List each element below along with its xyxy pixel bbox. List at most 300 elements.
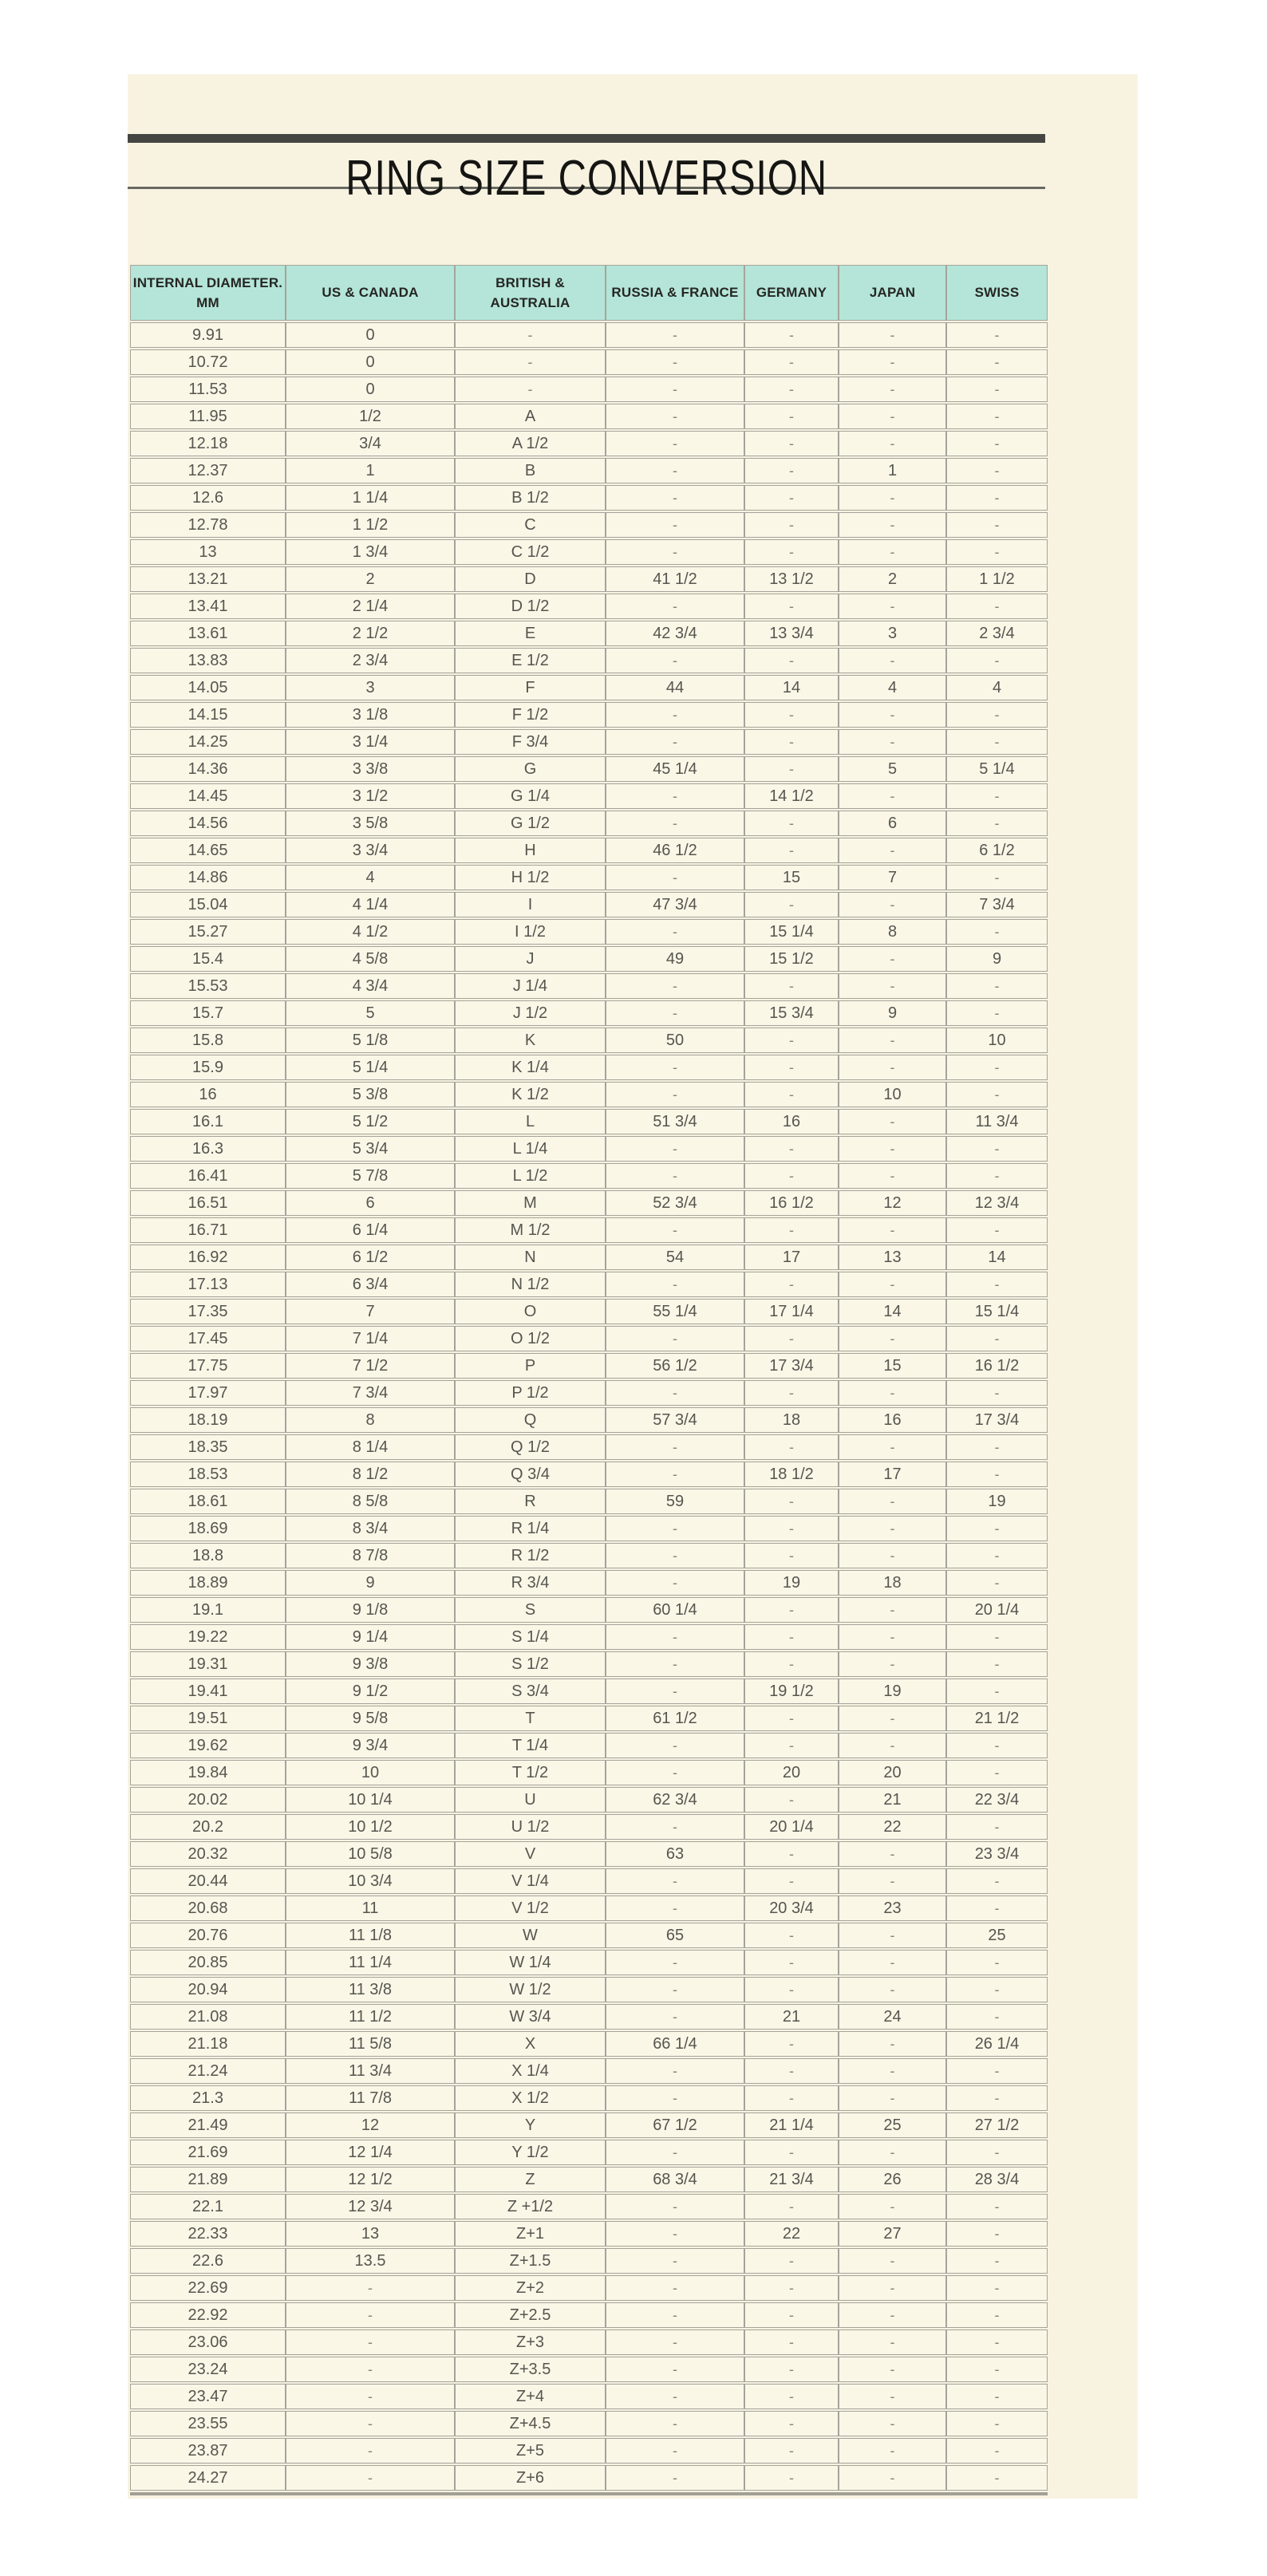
cell: L 1/4 bbox=[455, 1136, 606, 1162]
cell: - bbox=[606, 1326, 744, 1351]
cell: 23.87 bbox=[130, 2438, 286, 2464]
cell: 6 bbox=[839, 811, 946, 836]
cell: 20.02 bbox=[130, 1787, 286, 1813]
table-row bbox=[130, 2411, 1048, 2436]
cell: 3 3/4 bbox=[286, 838, 455, 863]
cell: 19.22 bbox=[130, 1624, 286, 1650]
cell: 15 3/4 bbox=[744, 1000, 839, 1026]
cell: - bbox=[946, 1733, 1048, 1758]
cell: - bbox=[839, 2248, 946, 2274]
cell: - bbox=[946, 431, 1048, 456]
cell: 9.91 bbox=[130, 322, 286, 348]
cell: 20 3/4 bbox=[744, 1896, 839, 1921]
cell: 18.69 bbox=[130, 1516, 286, 1541]
table-row bbox=[130, 1299, 1048, 1324]
cell: 9 bbox=[946, 946, 1048, 972]
cell: L bbox=[455, 1109, 606, 1134]
cell: - bbox=[606, 485, 744, 511]
table-row bbox=[130, 2357, 1048, 2382]
table-row bbox=[130, 919, 1048, 945]
cell: - bbox=[839, 322, 946, 348]
cell: 14.25 bbox=[130, 729, 286, 755]
cell: 10 3/4 bbox=[286, 1868, 455, 1894]
cell: 1 1/4 bbox=[286, 485, 455, 511]
cell: Z+3.5 bbox=[455, 2357, 606, 2382]
cell: 15 1/4 bbox=[744, 919, 839, 945]
table-row bbox=[130, 838, 1048, 863]
cell: E bbox=[455, 621, 606, 646]
cell: 1 1/2 bbox=[946, 566, 1048, 592]
cell: 57 3/4 bbox=[606, 1407, 744, 1433]
cell: 5 1/4 bbox=[286, 1055, 455, 1080]
cell: 66 1/4 bbox=[606, 2031, 744, 2057]
cell: - bbox=[946, 2302, 1048, 2328]
cell: F bbox=[455, 675, 606, 700]
cell: 1 bbox=[286, 458, 455, 483]
table-row bbox=[130, 811, 1048, 836]
cell: - bbox=[606, 2275, 744, 2301]
cell: - bbox=[744, 1706, 839, 1731]
cell: 11 1/4 bbox=[286, 1950, 455, 1975]
cell: 9 5/8 bbox=[286, 1706, 455, 1731]
cell: 16 1/2 bbox=[744, 1190, 839, 1216]
cell: 19 bbox=[744, 1570, 839, 1596]
cell: - bbox=[606, 729, 744, 755]
cell: 15.4 bbox=[130, 946, 286, 972]
table-row bbox=[130, 1841, 1048, 1867]
cell: 14 bbox=[946, 1245, 1048, 1270]
cell: - bbox=[286, 2465, 455, 2491]
table-row bbox=[130, 2167, 1048, 2192]
cell: - bbox=[839, 1977, 946, 2002]
cell: 1 1/2 bbox=[286, 512, 455, 538]
cell: Z+6 bbox=[455, 2465, 606, 2491]
cell: 17.35 bbox=[130, 1299, 286, 1324]
cell: - bbox=[744, 729, 839, 755]
table-row bbox=[130, 1109, 1048, 1134]
cell: 22 bbox=[744, 2221, 839, 2247]
title-row bbox=[128, 151, 1045, 206]
cell: - bbox=[946, 1868, 1048, 1894]
cell: 17.75 bbox=[130, 1353, 286, 1379]
table-row bbox=[130, 1272, 1048, 1297]
cell: 4 bbox=[286, 865, 455, 890]
table-row bbox=[130, 1516, 1048, 1541]
cell: 1 3/4 bbox=[286, 539, 455, 565]
cell: - bbox=[946, 1000, 1048, 1026]
cell: - bbox=[606, 1977, 744, 2002]
cell: - bbox=[839, 2465, 946, 2491]
cell: - bbox=[744, 2465, 839, 2491]
table-row bbox=[130, 2438, 1048, 2464]
table-row bbox=[130, 1245, 1048, 1270]
cell: 44 bbox=[606, 675, 744, 700]
cell: - bbox=[839, 2140, 946, 2165]
cell: - bbox=[946, 2329, 1048, 2355]
cell: 22.92 bbox=[130, 2302, 286, 2328]
cell: - bbox=[946, 2221, 1048, 2247]
cell: 8 3/4 bbox=[286, 1516, 455, 1541]
cell: 19 bbox=[946, 1489, 1048, 1514]
cell: - bbox=[946, 1434, 1048, 1460]
cell: X 1/2 bbox=[455, 2085, 606, 2111]
cell: N 1/2 bbox=[455, 1272, 606, 1297]
cell: - bbox=[839, 648, 946, 673]
cell: - bbox=[946, 2248, 1048, 2274]
cell: - bbox=[946, 865, 1048, 890]
column-header-4: GERMANY bbox=[744, 265, 839, 321]
cell: - bbox=[606, 2058, 744, 2084]
cell: K 1/4 bbox=[455, 1055, 606, 1080]
table-row bbox=[130, 2329, 1048, 2355]
cell: C bbox=[455, 512, 606, 538]
cell: 19 bbox=[839, 1679, 946, 1704]
cell: R bbox=[455, 1489, 606, 1514]
cell: 13 3/4 bbox=[744, 621, 839, 646]
cell: 16.41 bbox=[130, 1163, 286, 1189]
cell: - bbox=[744, 1163, 839, 1189]
cell: - bbox=[946, 2411, 1048, 2436]
cell: 16.71 bbox=[130, 1217, 286, 1243]
cell: - bbox=[839, 1624, 946, 1650]
cell: - bbox=[606, 1055, 744, 1080]
cell: - bbox=[286, 2357, 455, 2382]
column-header-3: RUSSIA & FRANCE bbox=[606, 265, 744, 321]
cell: - bbox=[606, 2329, 744, 2355]
cell: - bbox=[606, 1543, 744, 1568]
cell: 5 1/2 bbox=[286, 1109, 455, 1134]
cell: 13 bbox=[839, 1245, 946, 1270]
cell: Q 1/2 bbox=[455, 1434, 606, 1460]
cell: - bbox=[744, 2275, 839, 2301]
cell: - bbox=[946, 485, 1048, 511]
cell: 17 bbox=[839, 1462, 946, 1487]
cell: 21.18 bbox=[130, 2031, 286, 2057]
cell: - bbox=[606, 1760, 744, 1785]
cell: - bbox=[744, 973, 839, 999]
cell: 13.83 bbox=[130, 648, 286, 673]
cell: - bbox=[946, 1760, 1048, 1785]
table-row bbox=[130, 1787, 1048, 1813]
cell: - bbox=[286, 2329, 455, 2355]
cell: 18.19 bbox=[130, 1407, 286, 1433]
cell: - bbox=[744, 1977, 839, 2002]
cell: V 1/4 bbox=[455, 1868, 606, 1894]
table-row bbox=[130, 1000, 1048, 1026]
cell: F 1/2 bbox=[455, 702, 606, 728]
cell: - bbox=[606, 2465, 744, 2491]
cell: 17 1/4 bbox=[744, 1299, 839, 1324]
cell: 22.6 bbox=[130, 2248, 286, 2274]
cell: - bbox=[839, 1434, 946, 1460]
cell: - bbox=[744, 377, 839, 402]
cell: - bbox=[744, 2140, 839, 2165]
cell: - bbox=[744, 2384, 839, 2409]
cell: - bbox=[606, 431, 744, 456]
cell: 7 bbox=[286, 1299, 455, 1324]
table-row bbox=[130, 431, 1048, 456]
cell: - bbox=[606, 1516, 744, 1541]
cell: - bbox=[744, 1055, 839, 1080]
cell: 20.44 bbox=[130, 1868, 286, 1894]
cell: - bbox=[606, 1624, 744, 1650]
cell: - bbox=[839, 1733, 946, 1758]
cell: - bbox=[744, 1082, 839, 1107]
table-row bbox=[130, 1624, 1048, 1650]
table-row bbox=[130, 2031, 1048, 2057]
cell: - bbox=[839, 485, 946, 511]
cell: - bbox=[946, 1082, 1048, 1107]
cell: 19.1 bbox=[130, 1597, 286, 1623]
table-row bbox=[130, 729, 1048, 755]
cell: - bbox=[839, 1651, 946, 1677]
cell: - bbox=[839, 1489, 946, 1514]
table-row bbox=[130, 1923, 1048, 1948]
cell: - bbox=[946, 2140, 1048, 2165]
cell: - bbox=[606, 458, 744, 483]
table-row bbox=[130, 675, 1048, 700]
cell: - bbox=[839, 1380, 946, 1406]
cell: - bbox=[946, 512, 1048, 538]
cell: - bbox=[744, 2411, 839, 2436]
cell: Z bbox=[455, 2167, 606, 2192]
cell: 20.76 bbox=[130, 1923, 286, 1948]
cell: O 1/2 bbox=[455, 1326, 606, 1351]
cell: - bbox=[606, 2194, 744, 2219]
cell: - bbox=[744, 458, 839, 483]
cell: 0 bbox=[286, 377, 455, 402]
cell: J bbox=[455, 946, 606, 972]
table-row bbox=[130, 322, 1048, 348]
cell: 22 bbox=[839, 1814, 946, 1840]
cell: 18 bbox=[744, 1407, 839, 1433]
cell: - bbox=[606, 2411, 744, 2436]
cell: - bbox=[744, 1950, 839, 1975]
cell: - bbox=[744, 512, 839, 538]
table-row bbox=[130, 2465, 1048, 2491]
cell: 7 bbox=[839, 865, 946, 890]
cell: 4 1/2 bbox=[286, 919, 455, 945]
cell: 15 bbox=[744, 865, 839, 890]
table-row bbox=[130, 1651, 1048, 1677]
cell: - bbox=[839, 2194, 946, 2219]
cell: W 1/2 bbox=[455, 1977, 606, 2002]
cell: 15 1/2 bbox=[744, 946, 839, 972]
cell: Z+1.5 bbox=[455, 2248, 606, 2274]
cell: - bbox=[455, 322, 606, 348]
cell: - bbox=[946, 1326, 1048, 1351]
table-row bbox=[130, 973, 1048, 999]
cell: 13.21 bbox=[130, 566, 286, 592]
cell: S 1/4 bbox=[455, 1624, 606, 1650]
cell: - bbox=[606, 1462, 744, 1487]
cell: - bbox=[606, 1272, 744, 1297]
cell: - bbox=[455, 349, 606, 375]
cell: 2 3/4 bbox=[946, 621, 1048, 646]
cell: - bbox=[839, 973, 946, 999]
cell: - bbox=[946, 1163, 1048, 1189]
cell: - bbox=[839, 2302, 946, 2328]
cell: K 1/2 bbox=[455, 1082, 606, 1107]
cell: S 1/2 bbox=[455, 1651, 606, 1677]
cell: 23.06 bbox=[130, 2329, 286, 2355]
cell: 20.2 bbox=[130, 1814, 286, 1840]
cell: 15.7 bbox=[130, 1000, 286, 1026]
cell: - bbox=[946, 2058, 1048, 2084]
cell: 8 7/8 bbox=[286, 1543, 455, 1568]
cell: - bbox=[744, 756, 839, 782]
cell: 18.53 bbox=[130, 1462, 286, 1487]
table-row bbox=[130, 2085, 1048, 2111]
cell: - bbox=[946, 1272, 1048, 1297]
cell: - bbox=[606, 1868, 744, 1894]
cell: U 1/2 bbox=[455, 1814, 606, 1840]
table-row bbox=[130, 1570, 1048, 1596]
cell: 16.51 bbox=[130, 1190, 286, 1216]
cell: R 1/4 bbox=[455, 1516, 606, 1541]
cell: 14.56 bbox=[130, 811, 286, 836]
cell: - bbox=[606, 349, 744, 375]
cell: Z +1/2 bbox=[455, 2194, 606, 2219]
cell: - bbox=[946, 1624, 1048, 1650]
cell: 1 bbox=[839, 458, 946, 483]
cell: J 1/4 bbox=[455, 973, 606, 999]
table-row bbox=[130, 1217, 1048, 1243]
cell: - bbox=[744, 1516, 839, 1541]
cell: - bbox=[286, 2411, 455, 2436]
cell: - bbox=[839, 892, 946, 917]
cell: I 1/2 bbox=[455, 919, 606, 945]
cell: - bbox=[946, 1896, 1048, 1921]
cell: 20.32 bbox=[130, 1841, 286, 1867]
cell: 17.13 bbox=[130, 1272, 286, 1297]
cell: T 1/2 bbox=[455, 1760, 606, 1785]
cell: - bbox=[606, 512, 744, 538]
cell: 27 bbox=[839, 2221, 946, 2247]
cell: 3 5/8 bbox=[286, 811, 455, 836]
table-row bbox=[130, 1055, 1048, 1080]
cell: 10.72 bbox=[130, 349, 286, 375]
cell: 21 1/4 bbox=[744, 2112, 839, 2138]
table-row bbox=[130, 1896, 1048, 1921]
cell: X bbox=[455, 2031, 606, 2057]
cell: 18.8 bbox=[130, 1543, 286, 1568]
cell: X 1/4 bbox=[455, 2058, 606, 2084]
cell: T bbox=[455, 1706, 606, 1731]
cell: E 1/2 bbox=[455, 648, 606, 673]
cell: 49 bbox=[606, 946, 744, 972]
cell: Z+2.5 bbox=[455, 2302, 606, 2328]
table-row bbox=[130, 1733, 1048, 1758]
cell: 18.61 bbox=[130, 1489, 286, 1514]
cell: - bbox=[839, 1326, 946, 1351]
cell: 23 3/4 bbox=[946, 1841, 1048, 1867]
table-row bbox=[130, 1977, 1048, 2002]
cell: 4 5/8 bbox=[286, 946, 455, 972]
cell: - bbox=[839, 1923, 946, 1948]
cell: 25 bbox=[946, 1923, 1048, 1948]
cell: I bbox=[455, 892, 606, 917]
cell: - bbox=[946, 1055, 1048, 1080]
cell: 16.3 bbox=[130, 1136, 286, 1162]
cell: - bbox=[946, 1814, 1048, 1840]
cell: 17 3/4 bbox=[946, 1407, 1048, 1433]
table-row bbox=[130, 2384, 1048, 2409]
cell: 55 1/4 bbox=[606, 1299, 744, 1324]
table-row bbox=[130, 1760, 1048, 1785]
cell: 10 1/4 bbox=[286, 1787, 455, 1813]
table-row bbox=[130, 2194, 1048, 2219]
cell: - bbox=[839, 1136, 946, 1162]
cell: - bbox=[946, 2194, 1048, 2219]
column-header-0: INTERNAL DIAMETER. MM bbox=[130, 265, 286, 321]
cell: V bbox=[455, 1841, 606, 1867]
cell: Z+5 bbox=[455, 2438, 606, 2464]
cell: 62 3/4 bbox=[606, 1787, 744, 1813]
cell: 23.55 bbox=[130, 2411, 286, 2436]
cell: 15.53 bbox=[130, 973, 286, 999]
cell: - bbox=[606, 2140, 744, 2165]
cell: - bbox=[606, 1733, 744, 1758]
cell: - bbox=[744, 702, 839, 728]
cell: O bbox=[455, 1299, 606, 1324]
cell: 4 bbox=[839, 675, 946, 700]
cell: A 1/2 bbox=[455, 431, 606, 456]
cell: 12 3/4 bbox=[946, 1190, 1048, 1216]
cell: - bbox=[744, 1543, 839, 1568]
header-row bbox=[130, 265, 1048, 321]
cell: 21 bbox=[839, 1787, 946, 1813]
cell: 20.85 bbox=[130, 1950, 286, 1975]
cell: - bbox=[606, 2438, 744, 2464]
cell: - bbox=[839, 2438, 946, 2464]
cell: 47 3/4 bbox=[606, 892, 744, 917]
cell: - bbox=[946, 2465, 1048, 2491]
cell: - bbox=[946, 1516, 1048, 1541]
cell: 16 1/2 bbox=[946, 1353, 1048, 1379]
table-row bbox=[130, 485, 1048, 511]
table-row bbox=[130, 458, 1048, 483]
cell: 5 7/8 bbox=[286, 1163, 455, 1189]
cell: 4 3/4 bbox=[286, 973, 455, 999]
cell: 6 3/4 bbox=[286, 1272, 455, 1297]
cell: B bbox=[455, 458, 606, 483]
cell: 25 bbox=[839, 2112, 946, 2138]
cell: - bbox=[606, 2221, 744, 2247]
table-row bbox=[130, 2221, 1048, 2247]
cell: 14.86 bbox=[130, 865, 286, 890]
cell: 17 3/4 bbox=[744, 1353, 839, 1379]
cell: 59 bbox=[606, 1489, 744, 1514]
cell: 18.35 bbox=[130, 1434, 286, 1460]
table-row bbox=[130, 783, 1048, 809]
cell: G 1/2 bbox=[455, 811, 606, 836]
cell: - bbox=[606, 404, 744, 429]
cell: - bbox=[946, 648, 1048, 673]
cell: - bbox=[839, 539, 946, 565]
table-row bbox=[130, 539, 1048, 565]
cell: 3 3/8 bbox=[286, 756, 455, 782]
cell: 27 1/2 bbox=[946, 2112, 1048, 2138]
cell: 68 3/4 bbox=[606, 2167, 744, 2192]
cell: - bbox=[946, 594, 1048, 619]
cell: - bbox=[606, 919, 744, 945]
cell: - bbox=[744, 648, 839, 673]
cell: 28 3/4 bbox=[946, 2167, 1048, 2192]
cell: 11 5/8 bbox=[286, 2031, 455, 2057]
cell: Q bbox=[455, 1407, 606, 1433]
cell: - bbox=[839, 1272, 946, 1297]
